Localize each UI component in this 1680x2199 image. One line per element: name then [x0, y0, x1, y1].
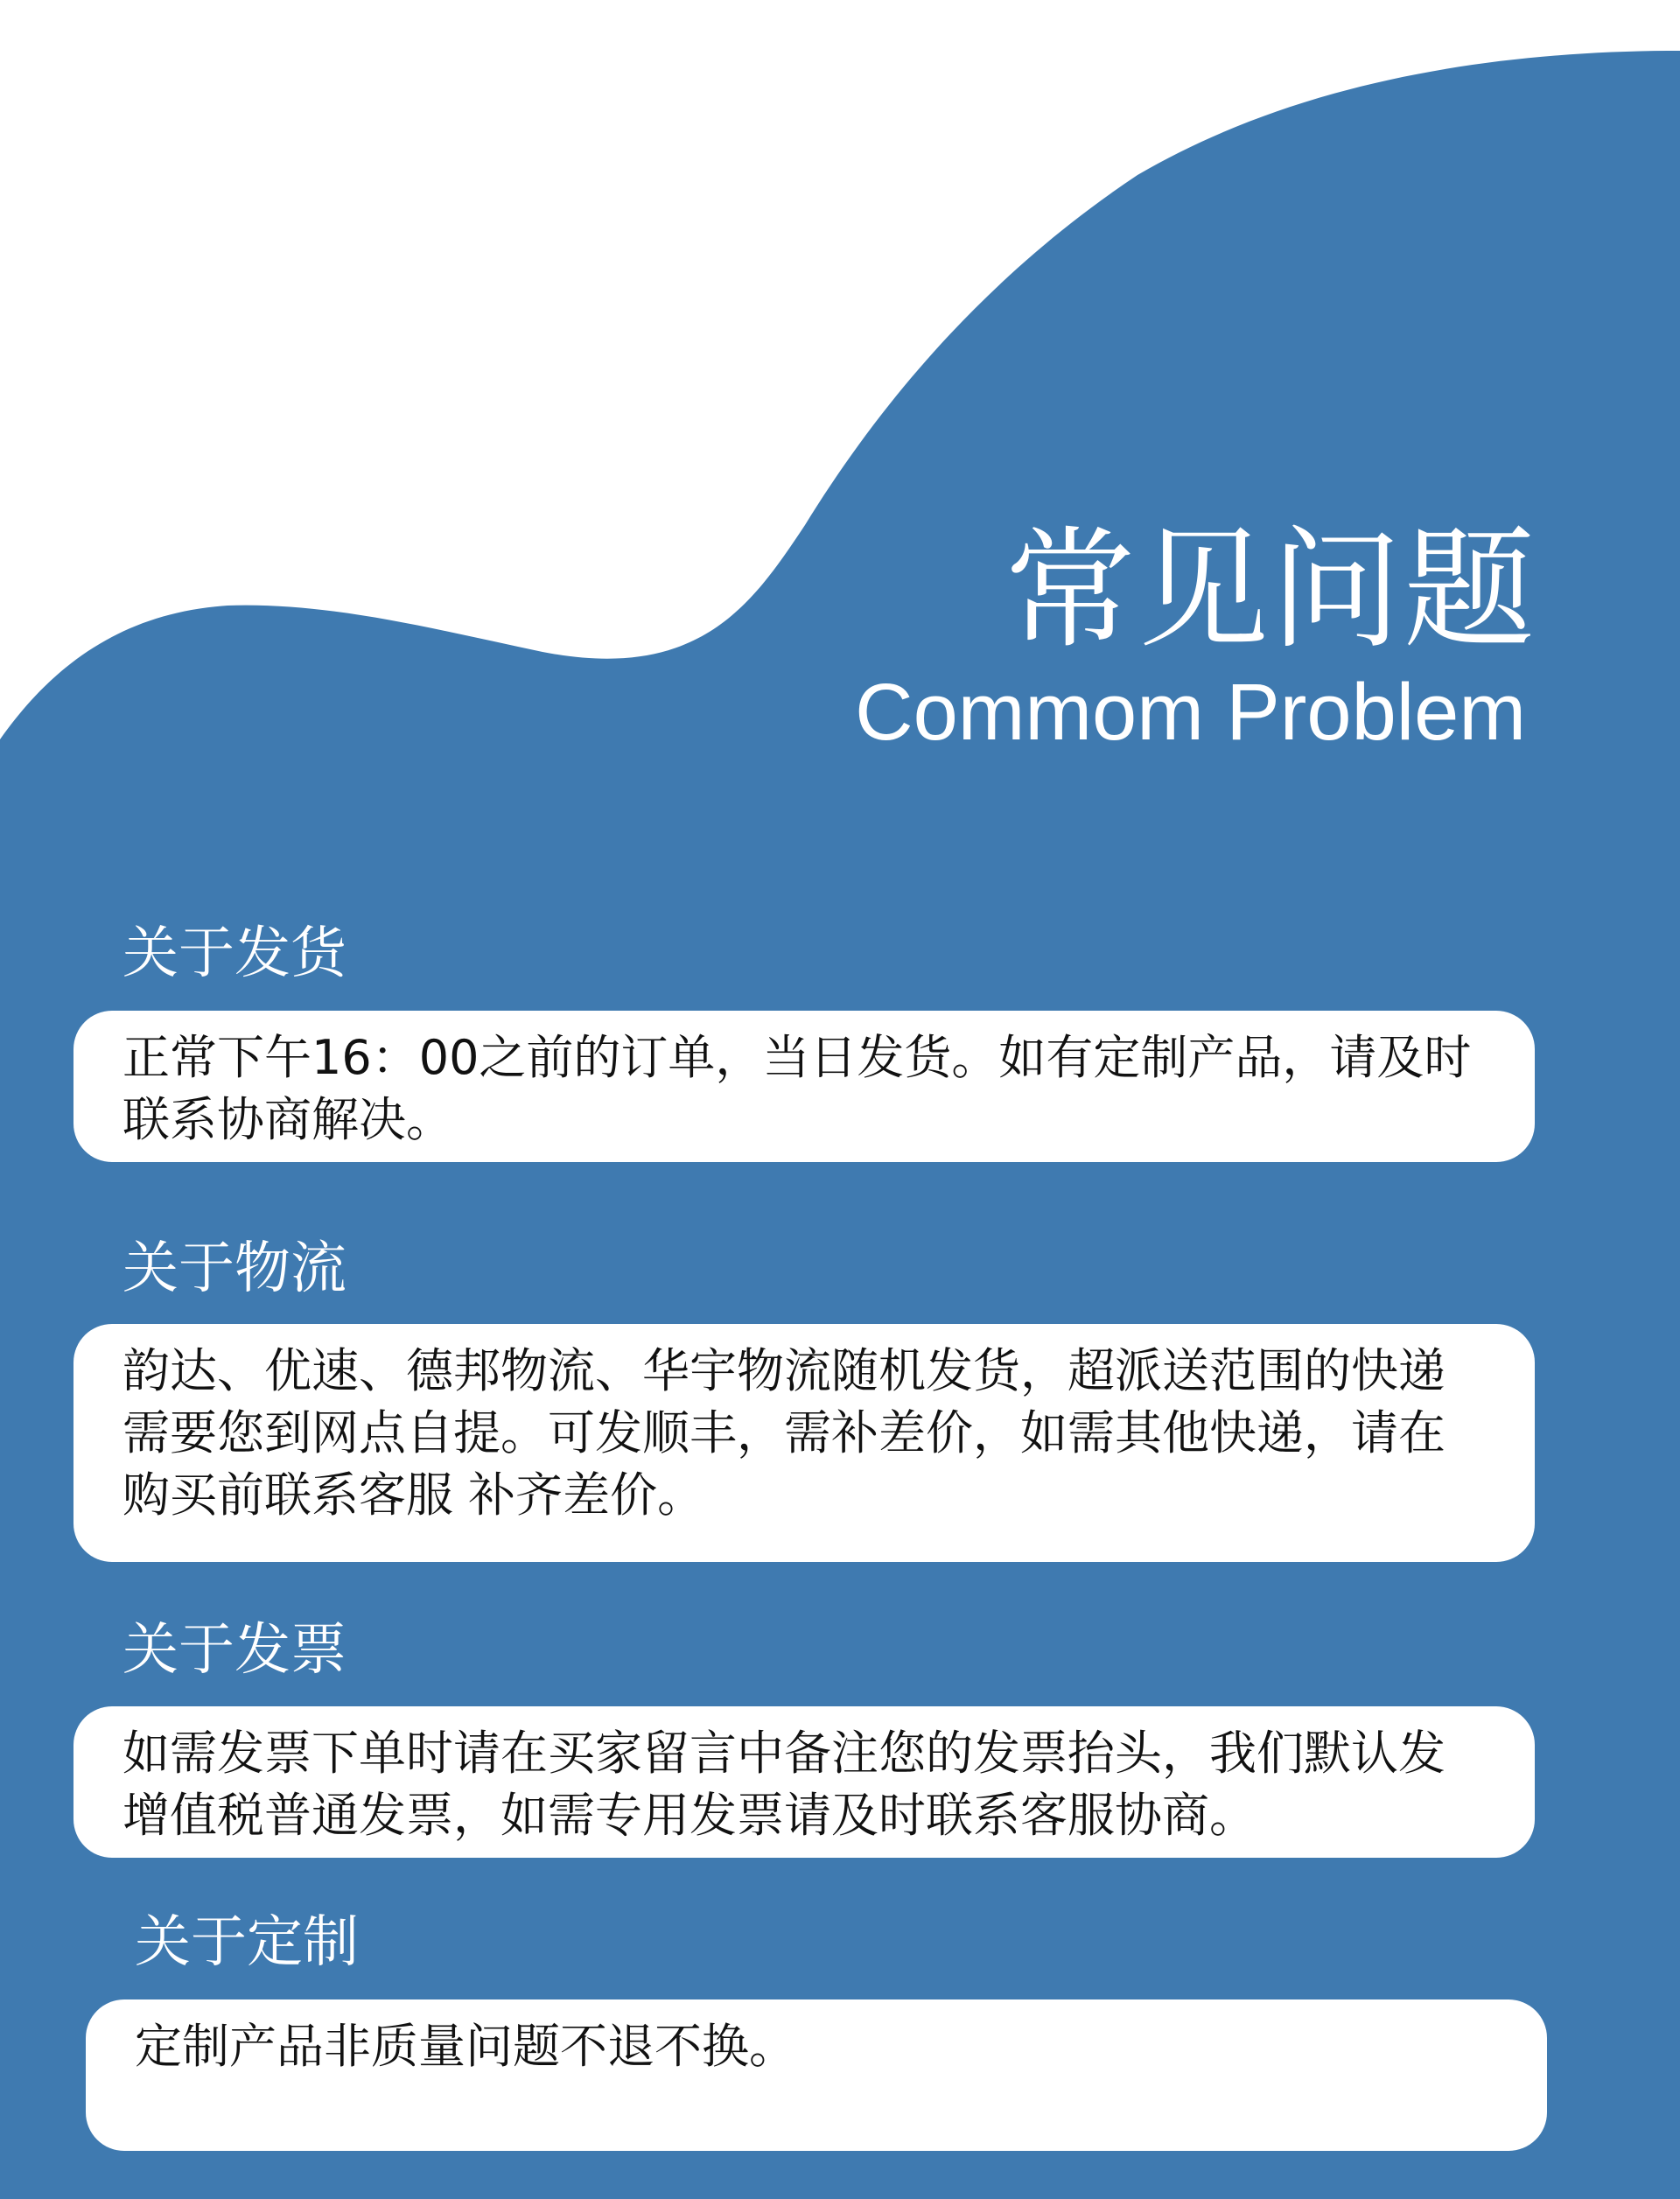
card-invoice-text: 如需发票下单时请在买家留言中备注您的发票抬头，我们默认发增值税普通发票，如需专用发票请及时联系客服协商。 — [122, 1726, 1446, 1843]
card-custom — [86, 1999, 1547, 2151]
page-title-chinese: 常见问题 — [1004, 515, 1536, 667]
card-shipping-text: 正常下午16：00之前的订单，当日发货。如有定制产品，请及时联系协商解决。 — [122, 1030, 1472, 1147]
section-heading-shipping: 关于发货 — [122, 921, 346, 986]
section-heading-logistics: 关于物流 — [122, 1236, 346, 1301]
card-logistics — [74, 1324, 1535, 1562]
card-logistics-text: 韵达、优速、德邦物流、华宇物流随机发货，超派送范围的快递需要您到网点自提。可发顺丰，需补差价，如需其他快递，请在购买前联系客服 补齐差价。 — [122, 1343, 1446, 1523]
section-heading-invoice: 关于发票 — [122, 1618, 346, 1683]
card-custom-text: 定制产品非质量问题不退不换。 — [135, 2019, 796, 2074]
page-title-english: Commom Problem — [855, 668, 1526, 757]
card-shipping — [74, 1011, 1535, 1162]
card-invoice — [74, 1706, 1535, 1858]
section-heading-custom: 关于定制 — [135, 1910, 359, 1975]
